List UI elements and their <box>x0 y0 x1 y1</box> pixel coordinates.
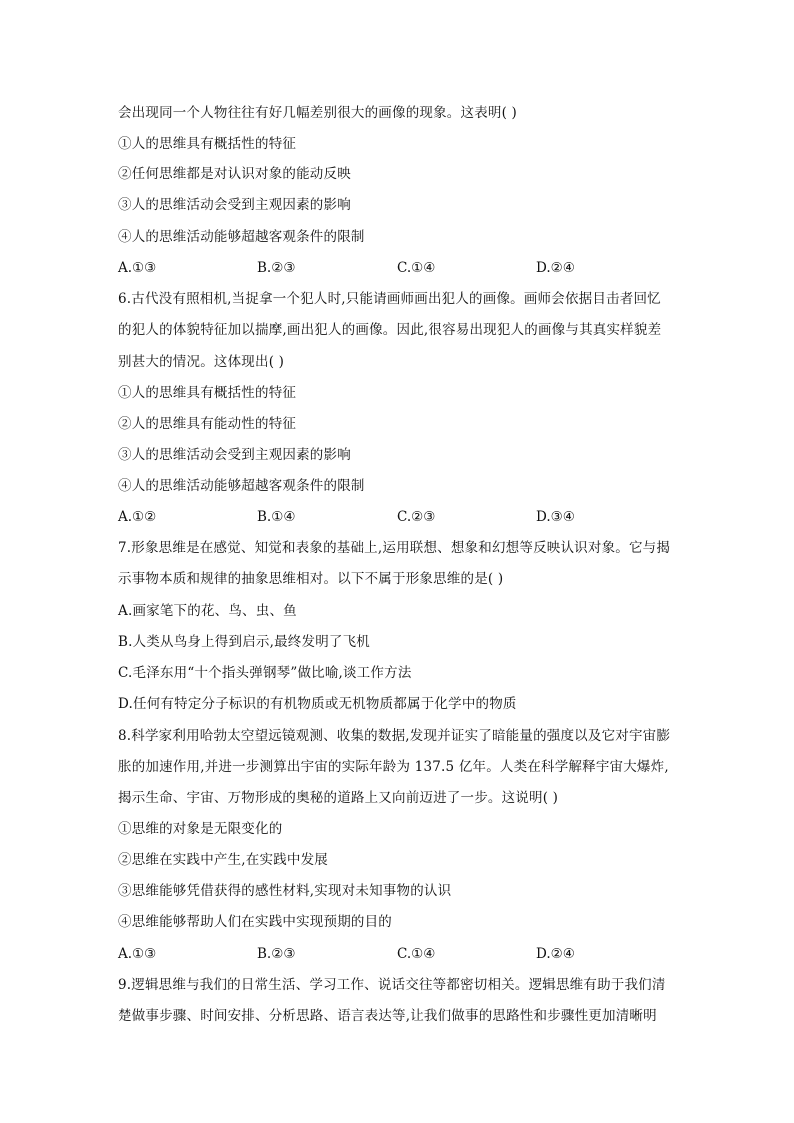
q8-option-b: B.②③ <box>257 946 296 962</box>
q6-option-d: D.③④ <box>536 509 575 525</box>
q7-choice-c: C.毛泽东用“十个指头弹钢琴”做比喻,谈工作方法 <box>118 665 412 681</box>
q7-choice-d: D.任何有特定分子标识的有机物质或无机物质都属于化学中的物质 <box>118 696 517 712</box>
q7-stem-line-1: 7.形象思维是在感觉、知觉和表象的基础上,运用联想、想象和幻想等反映认识对象。它与揭 <box>118 540 671 556</box>
q6-option-c: C.②③ <box>397 509 436 525</box>
q8-option-d: D.②④ <box>536 946 575 962</box>
q8-item-1: ①思维的对象是无限变化的 <box>118 821 283 837</box>
q8-stem-line-1: 8.科学家利用哈勃太空望远镜观测、收集的数据,发现并证实了暗能量的强度以及它对宇宙膨 <box>118 728 671 744</box>
q6-stem-line-2: 的犯人的体貌特征加以揣摩,画出犯人的画像。因此,很容易出现犯人的画像与其真实样貌差 <box>118 322 662 338</box>
q8-stem-line-2: 胀的加速作用,并进一步测算出宇宙的实际年龄为 137.5 亿年。人类在科学解释宇宙大爆炸, <box>118 759 669 775</box>
q6-option-a: A.①② <box>118 509 157 525</box>
q8-option-a: A.①③ <box>118 946 157 962</box>
q5-item-1: ①人的思维具有概括性的特征 <box>118 136 297 152</box>
q6-item-1: ①人的思维具有概括性的特征 <box>118 385 297 401</box>
q7-choice-a: A.画家笔下的花、鸟、虫、鱼 <box>118 603 297 619</box>
q5-options <box>118 258 688 278</box>
q6-stem-line-3: 别甚大的情况。这体现出( ) <box>118 354 285 370</box>
q8-item-3: ③思维能够凭借获得的感性材料,实现对未知事物的认识 <box>118 883 452 899</box>
q9-stem-line-2: 楚做事步骤、时间安排、分析思路、语言表达等,让我们做事的思路性和步骤性更加清晰明 <box>118 1008 657 1024</box>
q5-item-2: ②任何思维都是对认识对象的能动反映 <box>118 166 351 182</box>
q5-item-3: ③人的思维活动会受到主观因素的影响 <box>118 197 351 213</box>
q8-stem-line-3: 揭示生命、宇宙、万物形成的奥秘的道路上又向前迈进了一步。这说明( ) <box>118 790 559 806</box>
q7-stem-line-2: 示事物本质和规律的抽象思维相对。以下不属于形象思维的是( ) <box>118 571 504 587</box>
q6-item-2: ②人的思维具有能动性的特征 <box>118 416 297 432</box>
q5-stem-tail: 会出现同一个人物往往有好几幅差别很大的画像的现象。这表明( ) <box>118 105 518 121</box>
q6-option-b: B.①④ <box>257 509 296 525</box>
q5-option-a: A.①③ <box>118 260 157 276</box>
q5-option-c: C.①④ <box>397 260 436 276</box>
q5-option-d: D.②④ <box>536 260 575 276</box>
q8-options <box>118 944 688 964</box>
q8-option-c: C.①④ <box>397 946 436 962</box>
q8-item-2: ②思维在实践中产生,在实践中发展 <box>118 852 328 868</box>
q5-item-4: ④人的思维活动能够超越客观条件的限制 <box>118 229 365 245</box>
q9-stem-line-1: 9.逻辑思维与我们的日常生活、学习工作、说话交往等都密切相关。逻辑思维有助于我们清 <box>118 977 666 993</box>
q6-options <box>118 507 688 527</box>
q5-option-b: B.②③ <box>257 260 296 276</box>
q8-item-4: ④思维能够帮助人们在实践中实现预期的目的 <box>118 914 392 930</box>
q7-choice-b: B.人类从鸟身上得到启示,最终发明了飞机 <box>118 634 371 650</box>
q6-stem-line-1: 6.古代没有照相机,当捉拿一个犯人时,只能请画师画出犯人的画像。画师会依据目击者回忆 <box>118 291 661 307</box>
q6-item-4: ④人的思维活动能够超越客观条件的限制 <box>118 478 365 494</box>
q6-item-3: ③人的思维活动会受到主观因素的影响 <box>118 447 351 463</box>
